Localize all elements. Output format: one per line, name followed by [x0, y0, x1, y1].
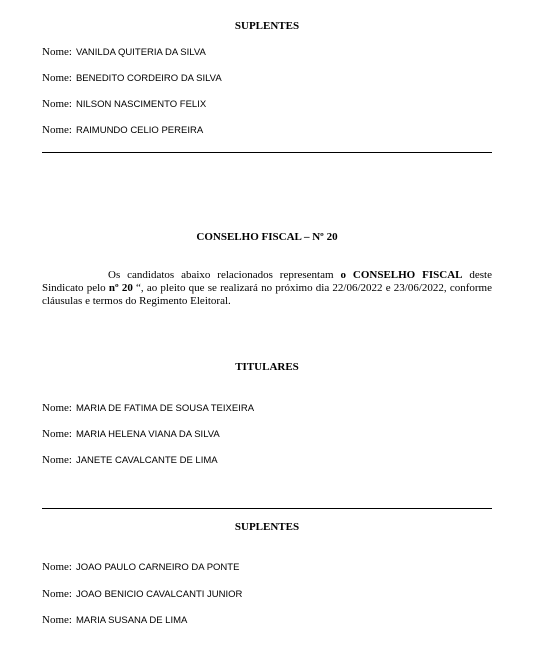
member-name: MARIA SUSANA DE LIMA [75, 615, 188, 626]
paragraph-bold-2: nº 20 [108, 282, 133, 294]
name-label: Nome: [42, 402, 72, 414]
name-label: Nome: [42, 428, 72, 440]
conselho-fiscal-heading: CONSELHO FISCAL – Nº 20 [196, 231, 338, 243]
name-label: Nome: [42, 98, 72, 110]
titulares-heading: TITULARES [235, 361, 299, 373]
suplente-row [42, 124, 203, 136]
name-label: Nome: [42, 72, 72, 84]
member-name: JANETE CAVALCANTE DE LIMA [75, 455, 218, 466]
name-label: Nome: [42, 561, 72, 573]
section-divider [42, 152, 492, 153]
member-name: NILSON NASCIMENTO FELIX [75, 99, 207, 110]
suplente-row [42, 98, 206, 110]
name-label: Nome: [42, 614, 72, 626]
suplente-row [42, 72, 222, 84]
suplente-row [42, 561, 239, 573]
name-label: Nome: [42, 124, 72, 136]
member-name: MARIA DE FATIMA DE SOUSA TEIXEIRA [75, 403, 255, 414]
member-name: RAIMUNDO CELIO PEREIRA [75, 125, 204, 136]
section-divider [42, 508, 492, 509]
suplentes-heading-bottom: SUPLENTES [234, 521, 300, 533]
member-name: VANILDA QUITERIA DA SILVA [75, 47, 206, 58]
member-name: JOAO BENICIO CAVALCANTI JUNIOR [75, 589, 243, 600]
titular-row [42, 402, 254, 414]
paragraph-text-2: deste Sindicato pelo [42, 269, 492, 294]
member-name: JOAO PAULO CARNEIRO DA PONTE [75, 562, 240, 573]
paragraph-text-3: “, ao pleito que se realizará no próximo dia 22/06/2022 e 23/06/2022, conforme cláusulas e termos do Regimento Eleitoral. [42, 282, 492, 307]
name-label: Nome: [42, 454, 72, 466]
member-name: MARIA HELENA VIANA DA SILVA [75, 429, 220, 440]
name-label: Nome: [42, 46, 72, 58]
suplente-row [42, 588, 242, 600]
titular-row [42, 454, 218, 466]
paragraph-bold-1: o CONSELHO FISCAL [340, 269, 463, 281]
suplentes-heading-top: SUPLENTES [234, 20, 300, 32]
suplente-row [42, 46, 206, 58]
conselho-paragraph [42, 269, 492, 308]
name-label: Nome: [42, 588, 72, 600]
titular-row [42, 428, 220, 440]
suplente-row [42, 614, 187, 626]
member-name: BENEDITO CORDEIRO DA SILVA [75, 73, 222, 84]
paragraph-text-1: Os candidatos abaixo relacionados representam [108, 269, 341, 281]
